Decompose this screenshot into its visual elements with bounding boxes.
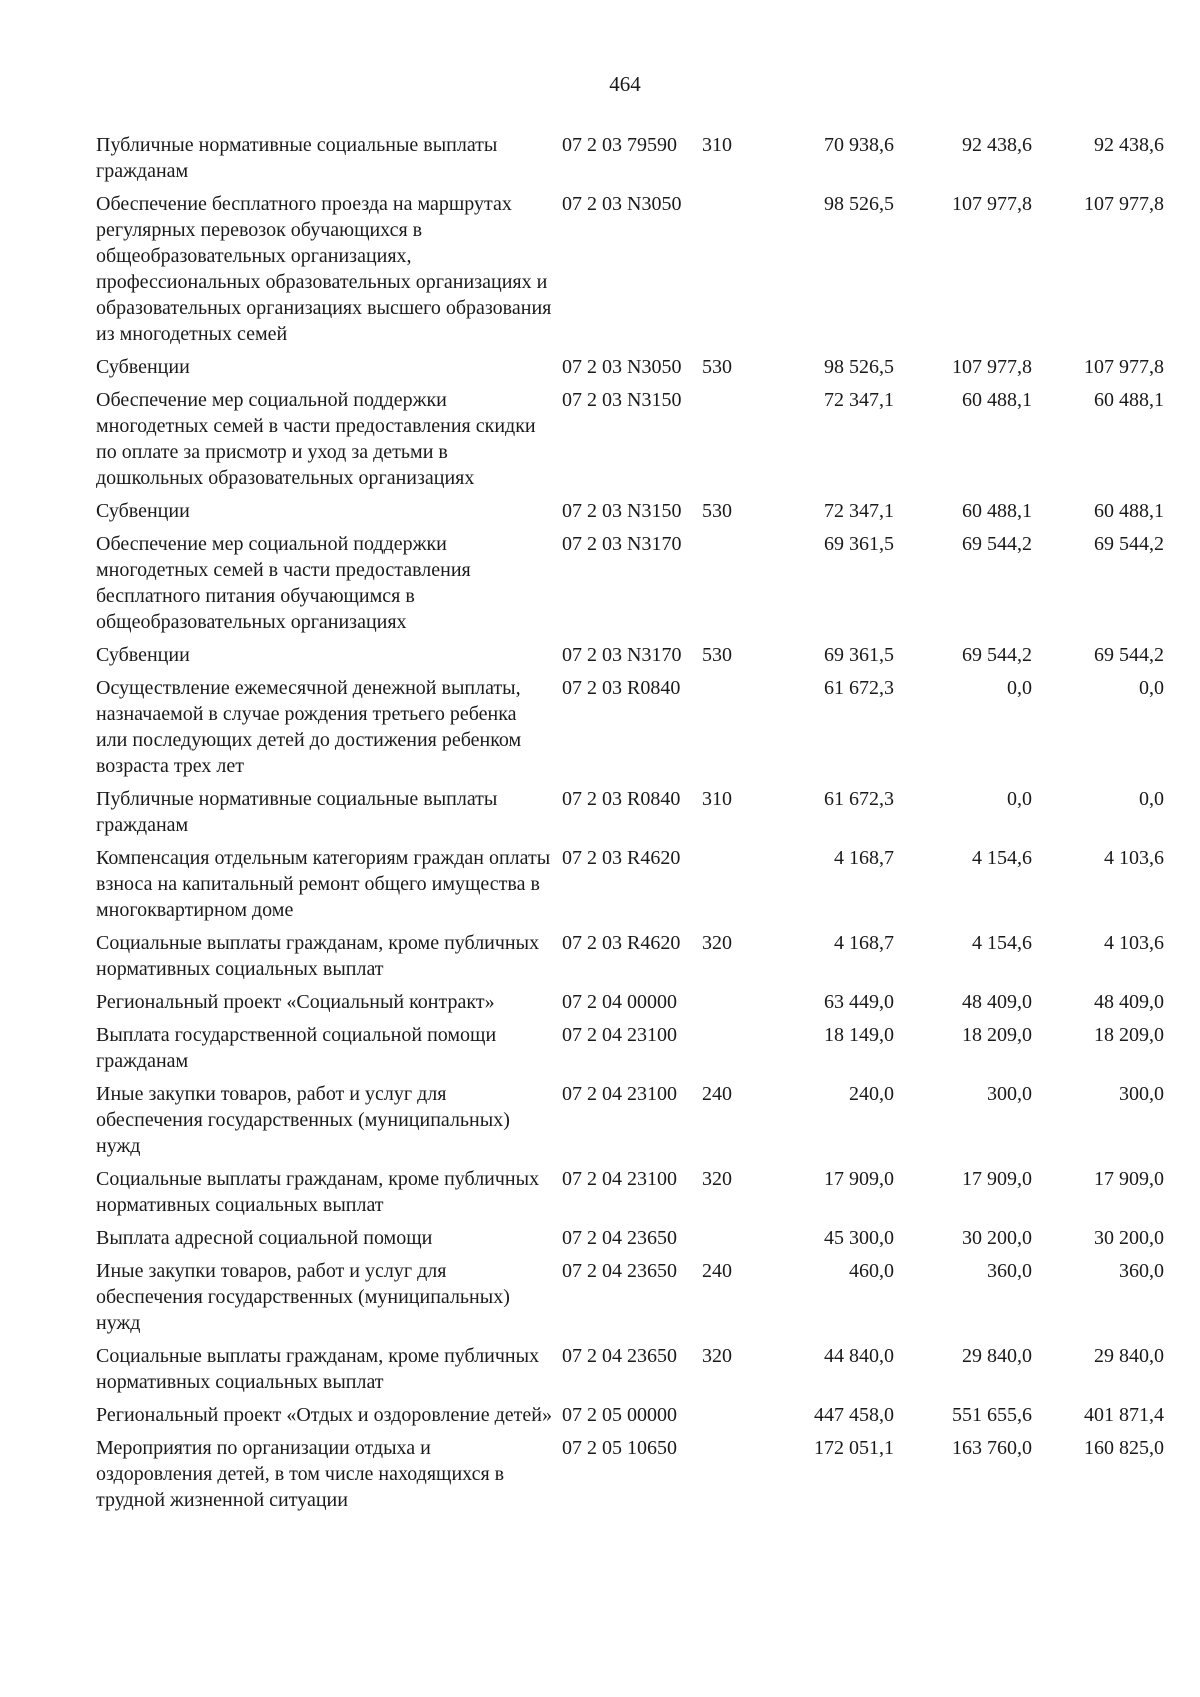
- row-expense-type: 530: [702, 500, 732, 522]
- table-row: [96, 1343, 1164, 1395]
- row-value-3: 92 438,6: [1094, 134, 1164, 156]
- row-value-3: 30 200,0: [1094, 1227, 1164, 1249]
- row-value-2: 0,0: [1007, 788, 1032, 810]
- row-value-2: 163 760,0: [952, 1437, 1032, 1459]
- row-value-2: 551 655,6: [952, 1404, 1032, 1426]
- row-value-2: 69 544,2: [962, 533, 1032, 555]
- row-value-3: 29 840,0: [1094, 1345, 1164, 1367]
- row-code: 07 2 03 N3050: [562, 193, 682, 215]
- row-value-1: 44 840,0: [824, 1345, 894, 1367]
- row-name: Субвенции: [96, 356, 190, 378]
- row-code: 07 2 04 23650: [562, 1345, 677, 1367]
- row-name: Субвенции: [96, 500, 190, 522]
- row-value-1: 98 526,5: [824, 356, 894, 378]
- row-expense-type: 320: [702, 1168, 732, 1190]
- row-code: 07 2 03 N3050: [562, 356, 682, 378]
- row-value-3: 401 871,4: [1084, 1404, 1164, 1426]
- row-expense-type: 310: [702, 788, 732, 810]
- row-expense-type: 530: [702, 644, 732, 666]
- row-name: Осуществление ежемесячной денежной выплаты, назначаемой в случае рождения третьего ребенка или последующих детей до достижения ребенком возраста трех лет: [96, 677, 522, 777]
- row-expense-type: 320: [702, 932, 732, 954]
- table-row: [96, 132, 1164, 184]
- page-number: 464: [609, 72, 641, 96]
- row-value-1: 172 051,1: [814, 1437, 894, 1459]
- row-value-3: 107 977,8: [1084, 356, 1164, 378]
- table-row: [96, 1225, 1164, 1251]
- row-code: 07 2 03 N3150: [562, 500, 682, 522]
- row-name: Выплата адресной социальной помощи: [96, 1227, 433, 1249]
- row-name: Публичные нормативные социальные выплаты гражданам: [96, 134, 498, 182]
- row-value-1: 69 361,5: [824, 533, 894, 555]
- row-value-3: 360,0: [1119, 1260, 1164, 1282]
- row-name: Социальные выплаты гражданам, кроме публичных нормативных социальных выплат: [96, 932, 540, 980]
- row-name: Обеспечение мер социальной поддержки многодетных семей в части предоставления скидки по оплате за присмотр и уход за детьми в дошкольных образовательных организациях: [96, 389, 536, 489]
- row-name: Выплата государственной социальной помощи гражданам: [96, 1024, 497, 1072]
- row-name: Иные закупки товаров, работ и услуг для обеспечения государственных (муниципальных) нужд: [96, 1083, 510, 1157]
- table-row: [96, 1081, 1164, 1159]
- row-value-2: 4 154,6: [972, 847, 1032, 869]
- row-code: 07 2 03 N3170: [562, 644, 682, 666]
- row-value-2: 18 209,0: [962, 1024, 1032, 1046]
- row-value-3: 18 209,0: [1094, 1024, 1164, 1046]
- row-name: Мероприятия по организации отдыха и оздоровления детей, в том числе находящихся в трудной жизненной ситуации: [96, 1437, 505, 1511]
- table-row: [96, 930, 1164, 982]
- row-code: 07 2 04 00000: [562, 991, 677, 1013]
- row-value-3: 69 544,2: [1094, 644, 1164, 666]
- row-value-2: 107 977,8: [952, 193, 1032, 215]
- row-value-1: 18 149,0: [824, 1024, 894, 1046]
- row-name: Региональный проект «Отдых и оздоровление детей»: [96, 1404, 553, 1426]
- table-row: [96, 642, 1164, 668]
- row-code: 07 2 04 23100: [562, 1083, 677, 1105]
- row-name: Социальные выплаты гражданам, кроме публичных нормативных социальных выплат: [96, 1345, 540, 1393]
- row-name: Субвенции: [96, 644, 190, 666]
- row-value-1: 72 347,1: [824, 389, 894, 411]
- table-row: [96, 191, 1164, 347]
- row-name: Компенсация отдельным категориям граждан оплаты взноса на капитальный ремонт общего имущества в многоквартирном доме: [96, 847, 551, 921]
- row-code: 07 2 05 10650: [562, 1437, 677, 1459]
- row-value-2: 0,0: [1007, 677, 1032, 699]
- row-value-2: 4 154,6: [972, 932, 1032, 954]
- table-row: [96, 1166, 1164, 1218]
- row-value-3: 160 825,0: [1084, 1437, 1164, 1459]
- row-value-1: 72 347,1: [824, 500, 894, 522]
- row-code: 07 2 04 23100: [562, 1168, 677, 1190]
- row-value-3: 69 544,2: [1094, 533, 1164, 555]
- row-value-2: 60 488,1: [962, 500, 1032, 522]
- table-row: [96, 786, 1164, 838]
- row-name: Региональный проект «Социальный контракт»: [96, 991, 495, 1013]
- table-row: [96, 1402, 1164, 1428]
- row-value-2: 69 544,2: [962, 644, 1032, 666]
- row-expense-type: 530: [702, 356, 732, 378]
- table-row: [96, 845, 1164, 923]
- row-value-1: 63 449,0: [824, 991, 894, 1013]
- row-code: 07 2 04 23650: [562, 1260, 677, 1282]
- row-value-1: 70 938,6: [824, 134, 894, 156]
- row-value-1: 240,0: [849, 1083, 894, 1105]
- row-value-1: 4 168,7: [834, 932, 894, 954]
- row-name: Социальные выплаты гражданам, кроме публичных нормативных социальных выплат: [96, 1168, 540, 1216]
- row-code: 07 2 04 23100: [562, 1024, 677, 1046]
- row-value-3: 107 977,8: [1084, 193, 1164, 215]
- row-value-3: 4 103,6: [1104, 847, 1164, 869]
- row-value-3: 17 909,0: [1094, 1168, 1164, 1190]
- row-value-3: 60 488,1: [1094, 500, 1164, 522]
- row-value-3: 60 488,1: [1094, 389, 1164, 411]
- row-value-1: 61 672,3: [824, 677, 894, 699]
- row-value-3: 300,0: [1119, 1083, 1164, 1105]
- row-value-1: 69 361,5: [824, 644, 894, 666]
- row-value-3: 0,0: [1139, 788, 1164, 810]
- table-row: [96, 531, 1164, 635]
- row-code: 07 2 03 R0840: [562, 788, 681, 810]
- row-value-2: 92 438,6: [962, 134, 1032, 156]
- table-row: [96, 387, 1164, 491]
- row-code: 07 2 03 79590: [562, 134, 677, 156]
- row-code: 07 2 04 23650: [562, 1227, 677, 1249]
- table-row: [96, 989, 1164, 1015]
- row-value-1: 45 300,0: [824, 1227, 894, 1249]
- row-value-3: 48 409,0: [1094, 991, 1164, 1013]
- row-name: Обеспечение бесплатного проезда на маршрутах регулярных перевозок обучающихся в общеобразовательных организациях, профессиональных образовательных организациях и образовательных организациях высшего образования из многодетных семей: [96, 193, 552, 345]
- row-expense-type: 310: [702, 134, 732, 156]
- row-name: Публичные нормативные социальные выплаты гражданам: [96, 788, 498, 836]
- table-row: [96, 1258, 1164, 1336]
- table-row: [96, 354, 1164, 380]
- row-code: 07 2 03 R0840: [562, 677, 681, 699]
- row-value-2: 107 977,8: [952, 356, 1032, 378]
- row-value-2: 60 488,1: [962, 389, 1032, 411]
- row-value-1: 460,0: [849, 1260, 894, 1282]
- row-value-2: 300,0: [987, 1083, 1032, 1105]
- row-code: 07 2 03 N3170: [562, 533, 682, 555]
- table-row: [96, 1022, 1164, 1074]
- row-value-2: 360,0: [987, 1260, 1032, 1282]
- budget-table: [96, 132, 1164, 1520]
- row-value-2: 17 909,0: [962, 1168, 1032, 1190]
- row-name: Иные закупки товаров, работ и услуг для обеспечения государственных (муниципальных) нужд: [96, 1260, 510, 1334]
- row-code: 07 2 03 N3150: [562, 389, 682, 411]
- row-code: 07 2 03 R4620: [562, 932, 681, 954]
- row-value-3: 4 103,6: [1104, 932, 1164, 954]
- row-expense-type: 240: [702, 1260, 732, 1282]
- row-value-2: 30 200,0: [962, 1227, 1032, 1249]
- table-row: [96, 675, 1164, 779]
- row-value-2: 29 840,0: [962, 1345, 1032, 1367]
- row-name: Обеспечение мер социальной поддержки многодетных семей в части предоставления бесплатного питания обучающимся в общеобразовательных организациях: [96, 533, 471, 633]
- row-value-2: 48 409,0: [962, 991, 1032, 1013]
- row-expense-type: 320: [702, 1345, 732, 1367]
- row-code: 07 2 05 00000: [562, 1404, 677, 1426]
- table-row: [96, 1435, 1164, 1513]
- row-value-1: 61 672,3: [824, 788, 894, 810]
- row-value-1: 17 909,0: [824, 1168, 894, 1190]
- row-value-3: 0,0: [1139, 677, 1164, 699]
- row-value-1: 4 168,7: [834, 847, 894, 869]
- table-row: [96, 498, 1164, 524]
- row-value-1: 447 458,0: [814, 1404, 894, 1426]
- row-expense-type: 240: [702, 1083, 732, 1105]
- row-value-1: 98 526,5: [824, 193, 894, 215]
- row-code: 07 2 03 R4620: [562, 847, 681, 869]
